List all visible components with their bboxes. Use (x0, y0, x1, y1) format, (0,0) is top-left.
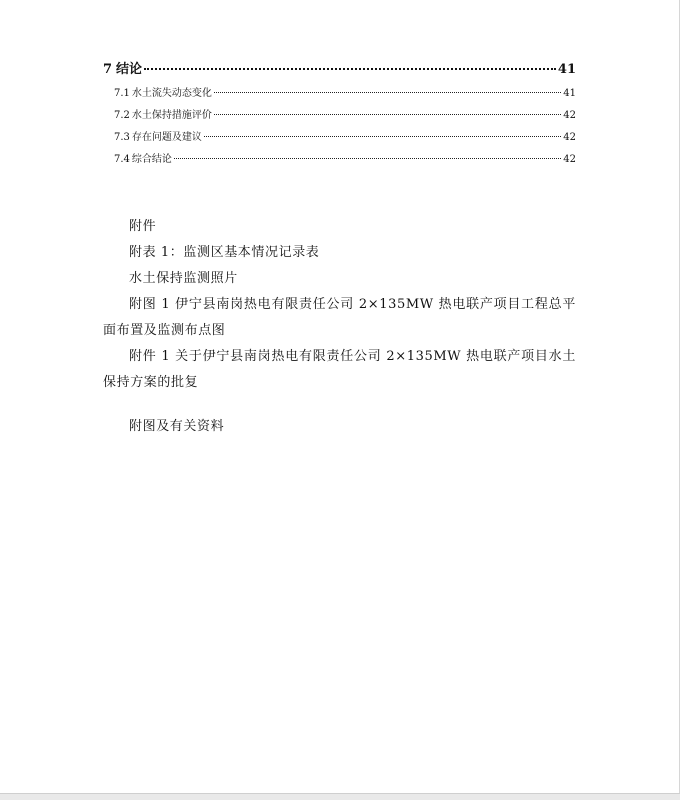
toc-section-7-4[interactable] (103, 150, 576, 172)
toc-leader-dots (214, 92, 561, 93)
toc-section-number: 7.2 (114, 110, 130, 121)
toc-chapter-7[interactable] (103, 58, 576, 80)
attachment-figure-1: 附图 1 伊宁县南岗热电有限责任公司 2×135MW 热电联产项目工程总平面布置及监测布点图 (103, 297, 576, 338)
attachment-photos: 水土保持监测照片 (129, 271, 238, 286)
toc-chapter-page: 41 (557, 62, 576, 77)
figures-and-materials: 附图及有关资料 (129, 419, 225, 434)
attachments-heading: 附件 (129, 219, 157, 234)
attachments-section (103, 214, 576, 440)
toc-leader-dots (144, 68, 556, 70)
toc-section-page: 41 (563, 88, 576, 99)
toc-leader-dots (174, 158, 561, 159)
attachment-table-1: 附表 1：监测区基本情况记录表 (129, 245, 320, 260)
toc-section-number: 7.3 (114, 132, 130, 143)
viewer-bottom-strip (0, 794, 680, 800)
spacer (103, 396, 576, 414)
toc-leader-dots (214, 114, 561, 115)
toc-section-title: 存在问题及建议 (131, 132, 202, 143)
toc-section-7-3[interactable] (103, 128, 576, 150)
toc-section-number: 7.4 (114, 154, 130, 165)
toc-section-title: 水土保持措施评价 (131, 110, 212, 121)
toc-section-page: 42 (563, 132, 576, 143)
toc-chapter-number: 7 (103, 62, 113, 77)
toc-section-page: 42 (563, 154, 576, 165)
toc-section-title: 水土流失动态变化 (131, 88, 212, 99)
toc-chapter-title: 结论 (116, 62, 143, 77)
toc-section-7-1[interactable] (103, 84, 576, 106)
toc-section-title: 综合结论 (131, 154, 172, 165)
toc-section-page: 42 (563, 110, 576, 121)
toc-section-7-2[interactable] (103, 106, 576, 128)
table-of-contents (103, 58, 576, 172)
attachment-approval-1: 附件 1 关于伊宁县南岗热电有限责任公司 2×135MW 热电联产项目水土保持方案的批复 (103, 349, 576, 390)
toc-leader-dots (204, 136, 561, 137)
toc-section-number: 7.1 (114, 88, 130, 99)
